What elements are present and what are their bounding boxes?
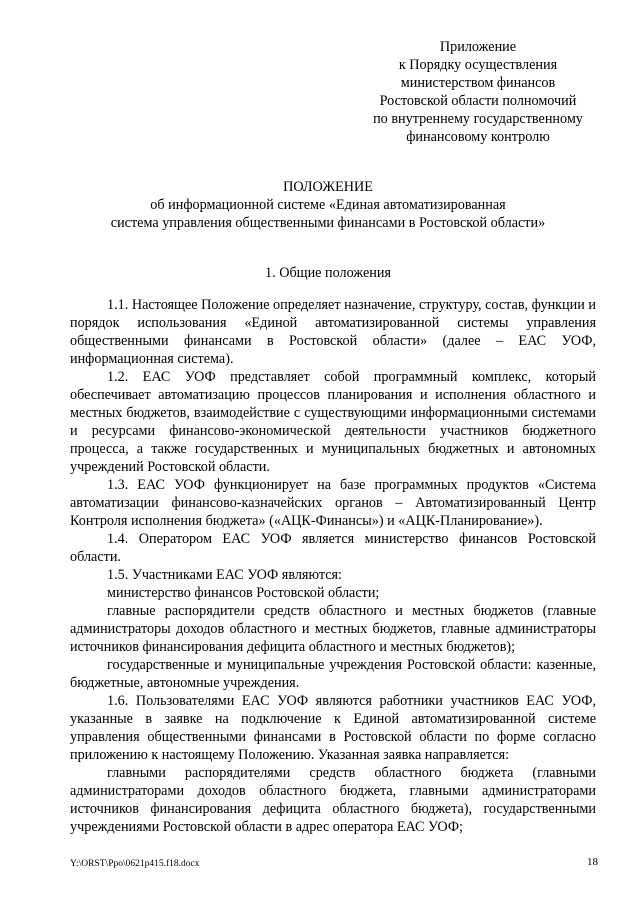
appendix-line: Приложение: [439, 39, 517, 55]
paragraph: государственные и муниципальные учреждения Ростовской области: казенные, бюджетные, автономные учреждения.: [70, 657, 596, 691]
document-title: [60, 178, 596, 232]
section-body: [70, 296, 596, 836]
paragraph: главные распорядители средств областного и местных бюджетов (главные администраторы доходов областного и местных бюджетов, главные администраторы источников финансирования дефицита областного и местных бюджетов);: [70, 603, 596, 655]
paragraph: главными распорядителями средств областного бюджета (главными администраторами доходов областного бюджета, главными администраторами источников финансирования дефицита областного бюджета), государственными учреждениями Ростовской области в адрес оператора ЕАС УОФ;: [70, 765, 596, 835]
section-heading: 1. Общие положения: [265, 265, 391, 281]
footer-file-path: Y:\ORST\Ppo\0621p415.f18.docx: [70, 859, 200, 869]
appendix-block: [340, 38, 616, 146]
appendix-line: к Порядку осуществления: [398, 57, 558, 73]
paragraph: 1.5. Участниками ЕАС УОФ являются:: [107, 567, 342, 583]
title-line: система управления общественными финансами в Ростовской области»: [110, 215, 546, 231]
title-line: об информационной системе «Единая автоматизированная: [150, 197, 506, 213]
appendix-line: финансовому контролю: [406, 129, 550, 145]
paragraph: 1.6. Пользователями ЕАС УОФ являются работники участников ЕАС УОФ, указанные в заявке на подключение к Единой автоматизированной системе управления общественными финансами в Ростовской области по форме согласно приложению к настоящему Положению. Указанная заявка направляется:: [70, 693, 596, 763]
paragraph: 1.1. Настоящее Положение определяет назначение, структуру, состав, функции и порядок использования «Единой автоматизированной системы управления общественными финансами в Ростовской области» (далее – ЕАС УОФ, информационная система).: [70, 297, 596, 367]
page-number: 18: [587, 856, 598, 868]
paragraph: министерство финансов Ростовской области;: [107, 585, 380, 601]
title-heading: ПОЛОЖЕНИЕ: [283, 179, 373, 195]
paragraph: 1.2. ЕАС УОФ представляет собой программный комплекс, который обеспечивает автоматизацию процессов планирования и исполнения областного и местных бюджетов, взаимодействие с существующими информационными системами и ресурсами финансово-экономической деятельности участников бюджетного процесса, а также государственных и муниципальных бюджетных и автономных учреждений Ростовской области.: [70, 369, 596, 475]
appendix-line: по внутреннему государственному: [373, 111, 583, 127]
paragraph: 1.4. Оператором ЕАС УОФ является министерство финансов Ростовской области.: [70, 531, 596, 565]
appendix-line: министерством финансов: [400, 75, 556, 91]
paragraph: 1.3. ЕАС УОФ функционирует на базе программных продуктов «Система автоматизации финансово-казначейских органов – Автоматизированный Центр Контроля исполнения бюджета» («АЦК-Финансы») и «АЦК-Планирование»).: [70, 477, 596, 529]
appendix-line: Ростовской области полномочий: [379, 93, 577, 109]
